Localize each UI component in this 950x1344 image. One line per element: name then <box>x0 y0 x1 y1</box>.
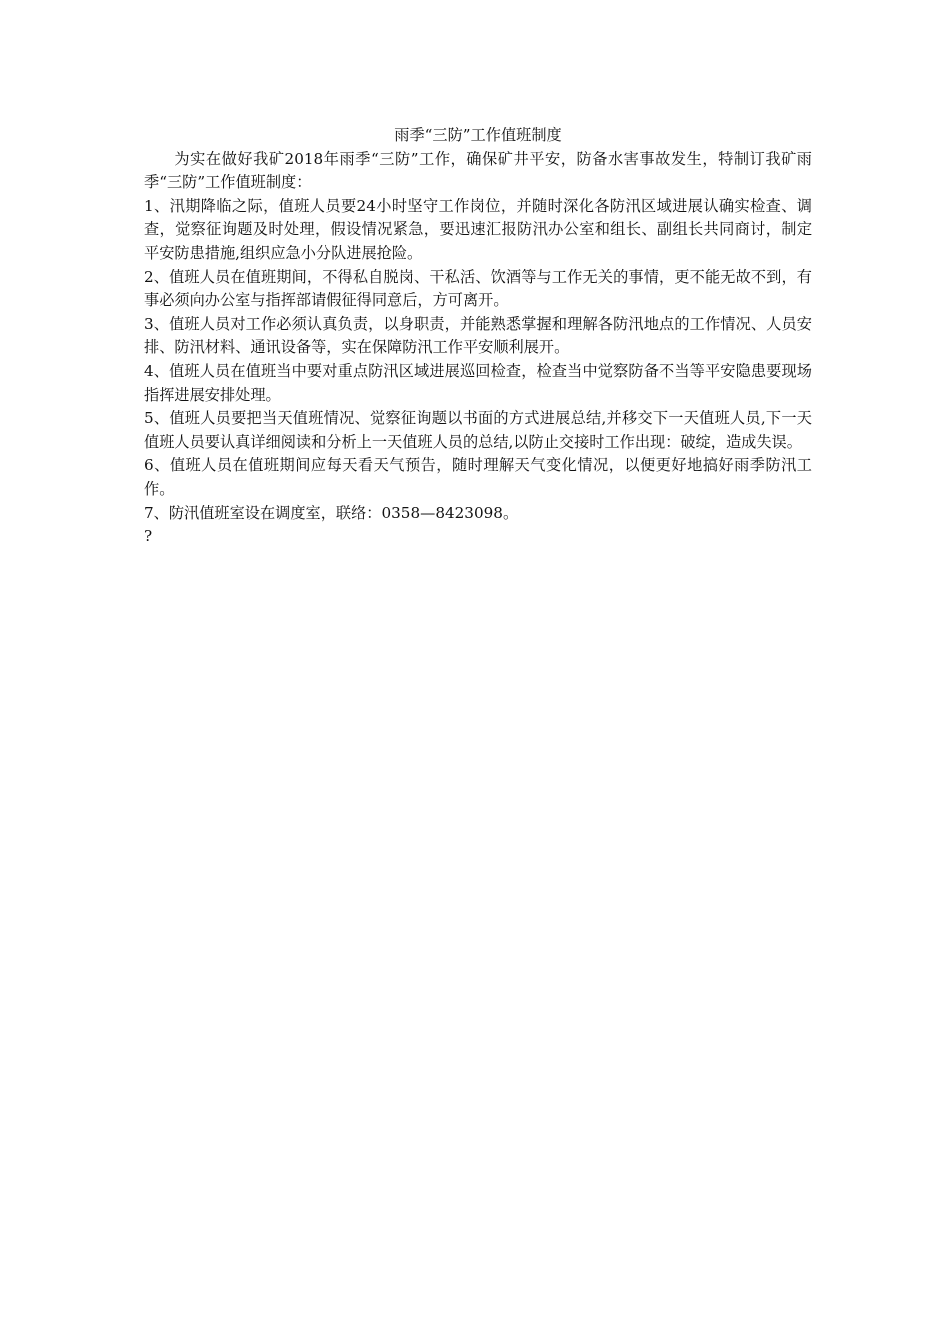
intro-paragraph: 为实在做好我矿2018年雨季“三防”工作，确保矿井平安，防备水害事故发生，特制订我矿雨季“三防”工作值班制度： <box>144 149 812 192</box>
rule-item-3: 3、值班人员对工作必须认真负责，以身职责，并能熟悉掌握和理解各防汛地点的工作情况、人员安排、防汛材料、通讯设备等，实在保障防汛工作平安顺利展开。 <box>144 314 812 357</box>
rule-item-5: 5、值班人员要把当天值班情况、觉察征询题以书面的方式进展总结,并移交下一天值班人员,下一天值班人员要认真详细阅读和分析上一天值班人员的总结,以防止交接时工作出现：破绽，造成失误。 <box>144 409 812 451</box>
rule-item-6: 6、值班人员在值班期间应每天看天气预告，随时理解天气变化情况，以便更好地搞好雨季防汛工作。 <box>144 456 812 498</box>
rule-item-1: 1、汛期降临之际，值班人员要24小时坚守工作岗位，并随时深化各防汛区域进展认确实检查、调查，觉察征询题及时处理，假设情况紧急，要迅速汇报防汛办公室和组长、副组长共同商讨，制定平安防患措施,组织应急小分队进展抢险。 <box>144 196 812 262</box>
trailing-mark: ? <box>144 527 153 546</box>
rule-item-4: 4、值班人员在值班当中要对重点防汛区域进展巡回检查，检查当中觉察防备不当等平安隐患要现场指挥进展安排处理。 <box>144 361 812 404</box>
document-title: 雨季“三防”工作值班制度 <box>394 126 562 144</box>
document-body <box>144 124 812 549</box>
rule-item-7: 7、防汛值班室设在调度室，联络：0358—8423098。 <box>144 503 519 522</box>
rule-item-2: 2、值班人员在值班期间，不得私自脱岗、干私活、饮酒等与工作无关的事情，更不能无故不到，有事必须向办公室与指挥部请假征得同意后，方可离开。 <box>144 267 812 310</box>
